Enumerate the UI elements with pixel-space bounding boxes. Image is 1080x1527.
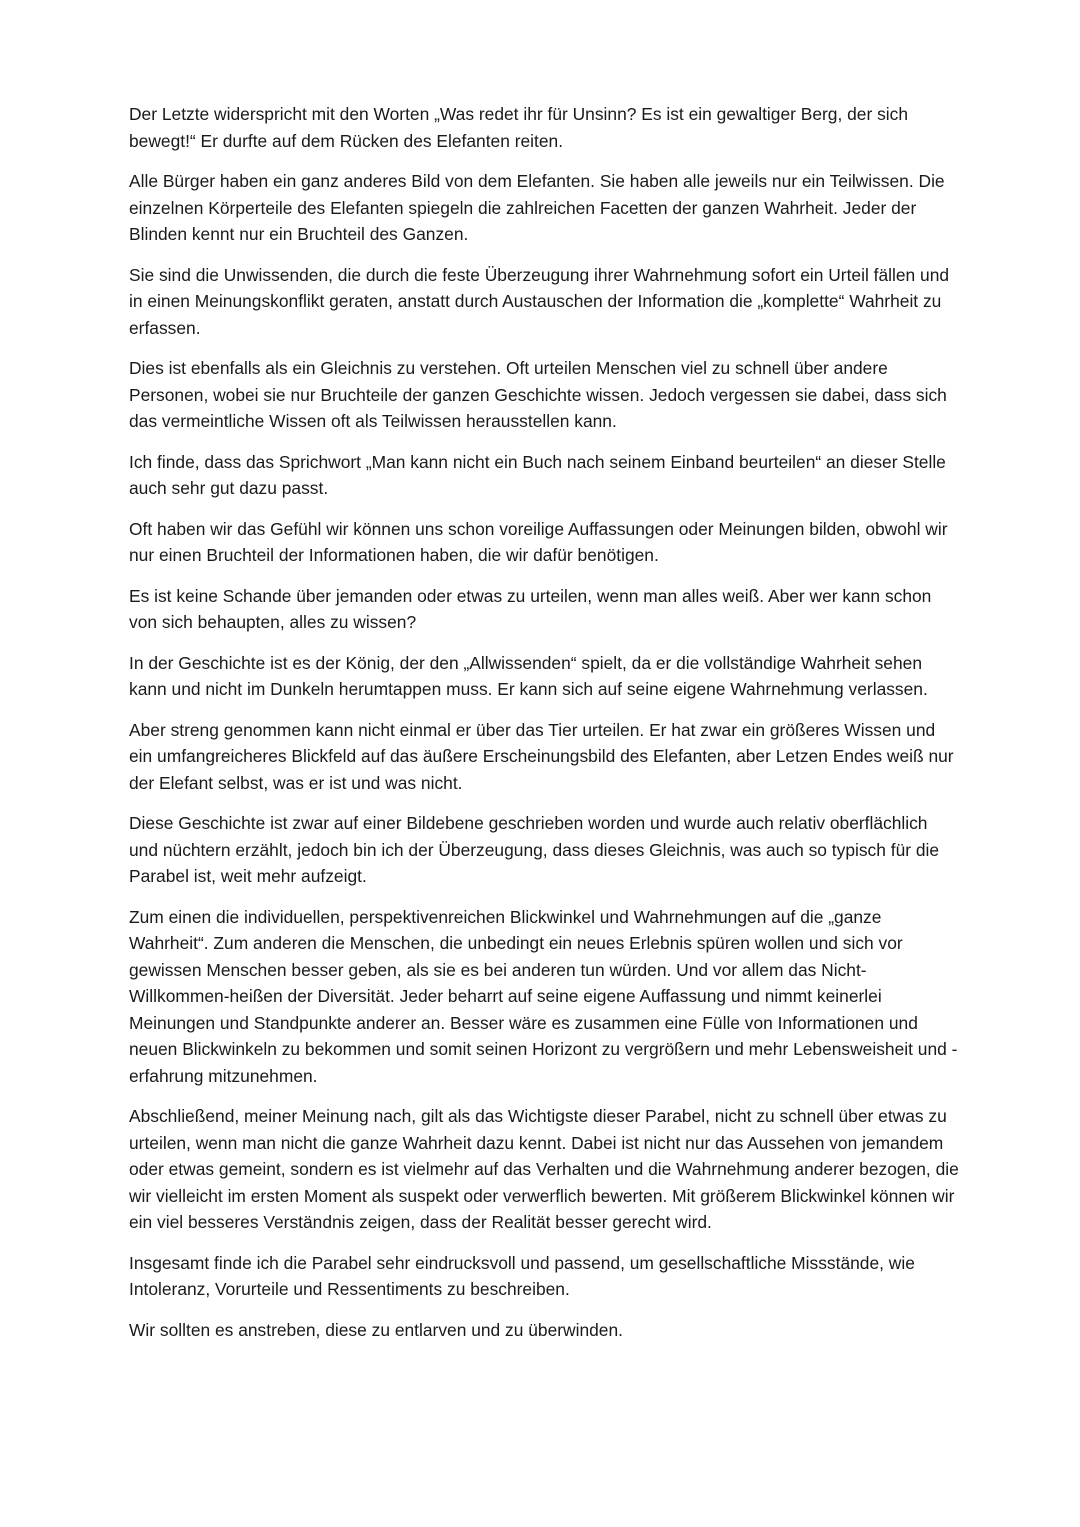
paragraph-13: Insgesamt finde ich die Parabel sehr eindrucksvoll und passend, um gesellschaftliche Missstände, wie Intoleranz, Vorurteile und Ressentiments zu beschreiben. (129, 1252, 915, 1299)
paragraph-5: Ich finde, dass das Sprichwort „Man kann nicht ein Buch nach seinem Einband beurteilen“ an dieser Stelle auch sehr gut dazu passt. (129, 451, 946, 498)
paragraph-8: In der Geschichte ist es der König, der den „Allwissenden“ spielt, da er die vollständige Wahrheit sehen kann und nicht im Dunkeln herumtappen muss. Er kann sich auf seine eigene Wahrnehmung verlassen. (129, 652, 928, 699)
paragraph-14: Wir sollten es anstreben, diese zu entlarven und zu überwinden. (129, 1319, 623, 1340)
paragraph-11: Zum einen die individuellen, perspektivenreichen Blickwinkel und Wahrnehmungen auf die „ganze Wahrheit“. Zum anderen die Menschen, die unbedingt ein neues Erlebnis spüren wollen und sich vor gewissen Menschen besser geben, als sie es bei anderen tun würden. Und vor allem das Nicht-Willkommen-heißen der Diversität. Jeder beharrt auf seine eigene Auffassung und nimmt keinerlei Meinungen und Standpunkte anderer an. Besser wäre es zusammen eine Fülle von Informationen und neuen Blickwinkeln zu bekommen und somit seinen Horizont zu vergrößern und mehr Lebensweisheit und -erfahrung mitzunehmen. (129, 906, 958, 1086)
paragraph-1: Der Letzte widerspricht mit den Worten „Was redet ihr für Unsinn? Es ist ein gewaltiger Berg, der sich bewegt!“ Er durfte auf dem Rücken des Elefanten reiten. (129, 104, 909, 151)
paragraph-12: Abschließend, meiner Meinung nach, gilt als das Wichtigste dieser Parabel, nicht zu schnell über etwas zu urteilen, wenn man nicht die ganze Wahrheit dazu kennt. Dabei ist nicht nur das Aussehen von jemandem oder etwas gemeint, sondern es ist vielmehr auf das Verhalten und die Wahrnehmung anderer bezogen, die wir vielleicht im ersten Moment als suspekt oder verwerflich bewerten. Mit größerem Blickwinkel können wir ein viel besseres Verständnis zeigen, dass der Realität besser gerecht wird. (129, 1106, 959, 1232)
paragraph-10: Diese Geschichte ist zwar auf einer Bildebene geschrieben worden und wurde auch relativ oberflächlich und nüchtern erzählt, jedoch bin ich der Überzeugung, dass dieses Gleichnis, was auch so typisch für die Parabel ist, weit mehr aufzeigt. (129, 813, 940, 886)
paragraph-2: Alle Bürger haben ein ganz anderes Bild von dem Elefanten. Sie haben alle jeweils nur ein Teilwissen. Die einzelnen Körperteile des Elefanten spiegeln die zahlreichen Facetten der ganzen Wahrheit. Jeder der Blinden kennt nur ein Bruchteil des Ganzen. (129, 171, 945, 244)
paragraph-7: Es ist keine Schande über jemanden oder etwas zu urteilen, wenn man alles weiß. Aber wer kann schon von sich behaupten, alles zu wissen? (129, 585, 932, 632)
paragraph-6: Oft haben wir das Gefühl wir können uns schon voreilige Auffassungen oder Meinungen bilden, obwohl wir nur einen Bruchteil der Informationen haben, die wir dafür benötigen. (129, 518, 948, 565)
paragraph-3: Sie sind die Unwissenden, die durch die feste Überzeugung ihrer Wahrnehmung sofort ein Urteil fällen und in einen Meinungskonflikt geraten, anstatt durch Austauschen der Information die „komplette“ Wahrheit zu erfassen. (129, 264, 950, 338)
paragraph-9: Aber streng genommen kann nicht einmal er über das Tier urteilen. Er hat zwar ein größeres Wissen und ein umfangreicheres Blickfeld auf das äußere Erscheinungsbild des Elefanten, aber Letzen Endes weiß nur der Elefant selbst, was er ist und was nicht. (129, 719, 954, 793)
document-body (129, 101, 961, 1357)
paragraph-4: Dies ist ebenfalls als ein Gleichnis zu verstehen. Oft urteilen Menschen viel zu schnell über andere Personen, wobei sie nur Bruchteile der ganzen Geschichte wissen. Jedoch vergessen sie dabei, dass sich das vermeintliche Wissen oft als Teilwissen herausstellen kann. (129, 358, 947, 431)
